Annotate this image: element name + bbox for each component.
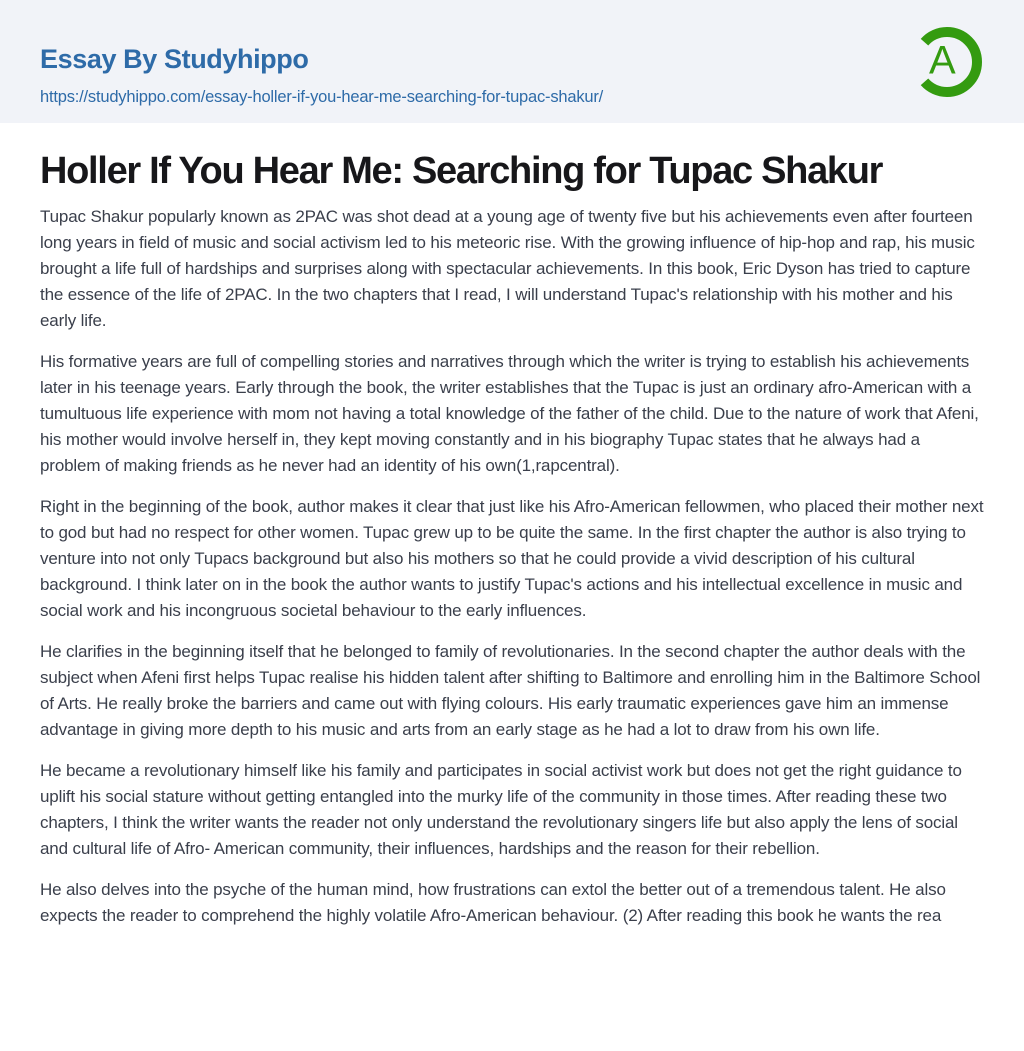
site-title: Essay By Studyhippo [40,44,309,74]
page-url-link[interactable]: https://studyhippo.com/essay-holler-if-you-hear-me-searching-for-tupac-shakur/ [40,88,604,106]
article-title: Holler If You Hear Me: Searching for Tupac Shakur [40,150,883,192]
page-header [0,0,1024,123]
article-paragraph-6: He also delves into the psyche of the human mind, how frustrations can extol the better out of a tremendous talent. He also expects the reader to comprehend the highly volatile Afro-American behaviour. (2) After reading this book he wants the rea [40,880,946,925]
article-paragraph-1: Tupac Shakur popularly known as 2PAC was shot dead at a young age of twenty five but his achievements even after fourteen long years in field of music and social activism led to his meteoric rise. With the growing influence of hip-hop and rap, his music brought a life full of hardships and surprises along with spectacular achievements. In this book, Eric Dyson has tried to capture the essence of the life of 2PAC. In the two chapters that I read, I will understand Tupac's relationship with his mother and his early life. [40,207,975,330]
article-paragraph-4: He clarifies in the beginning itself that he belonged to family of revolutionaries. In the second chapter the author deals with the subject when Afeni first helps Tupac realise his hidden talent after shifting to Baltimore and enrolling him in the Baltimore School of Arts. He really broke the barriers and came out with flying colours. His early traumatic experiences gave him an immense advantage in giving more depth to his music and arts from an early stage as he had a lot to draw from his own life. [40,642,981,739]
article-paragraph-3: Right in the beginning of the book, author makes it clear that just like his Afro-American fellowmen, who placed their mother next to god but had no respect for other women. Tupac grew up to be quite the same. In the first chapter the author is also trying to venture into not only Tupacs background but also his mothers so that he could provide a vivid description of his cultural background. I think later on in the book the author wants to justify Tupac's actions and his intellectual excellence in music and social work and his incongruous societal behaviour to the early influences. [40,497,984,620]
header-text-block [40,0,603,107]
article [0,150,1024,929]
logo-letter: A [928,38,956,83]
article-paragraph-2: His formative years are full of compelling stories and narratives through which the writer is trying to establish his achievements later in his teenage years. Early through the book, the writer establishes that the Tupac is just an ordinary afro-American with a tumultuous life experience with mom not having a total knowledge of the father of the child. Due to the nature of work that Afeni, his mother would involve herself in, they kept moving constantly and in his biography Tupac states that he always had a problem of making friends as he never had an identity of his own(1,rapcentral). [40,352,979,475]
article-paragraph-5: He became a revolutionary himself like his family and participates in social activist work but does not get the right guidance to uplift his social stature without getting entangled into the murky life of the community in those times. After reading these two chapters, I think the writer wants the reader not only understand the revolutionary singers life but also apply the lens of social and cultural life of Afro- American community, their influences, hardships and the reason for their rebellion. [40,761,962,858]
studyhippo-logo-icon [908,23,986,101]
